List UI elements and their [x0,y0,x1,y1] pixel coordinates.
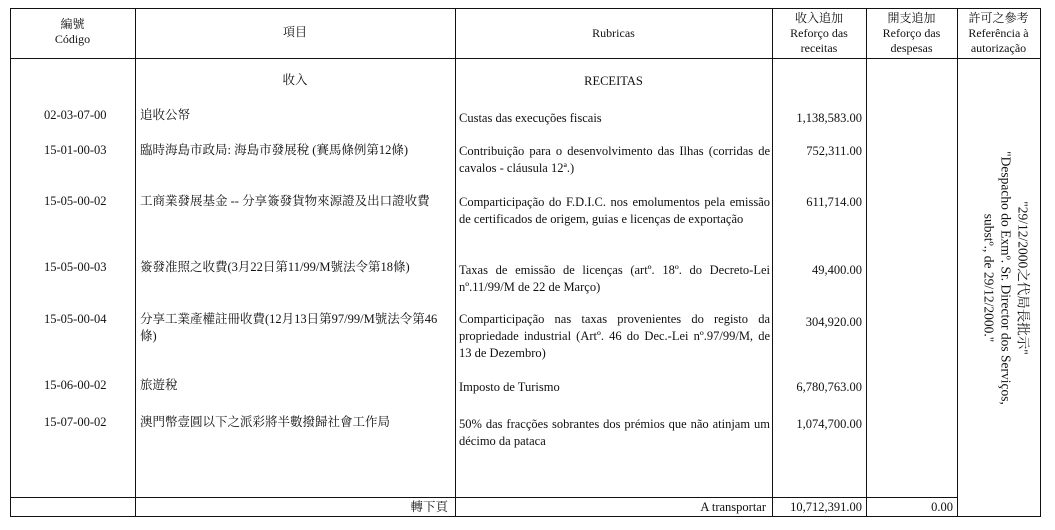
row-code: 15-06-00-02 [44,378,107,392]
authorization-line-2: "Despacho do Exmº. Sr. Director dos Serviços, [998,151,1014,405]
column-divider-4 [866,8,867,516]
row-item-zh: 旅遊稅 [140,378,178,392]
section-title-pt: RECEITAS [584,74,643,88]
row-rubric-pt: Comparticipação nas taxas provenientes do registo da propriedade industrial (Artº. 46 do Dec.-Lei nº.97/99/M, de 13 de Dezembro) [459,312,770,360]
row-amount: 1,074,700.00 [796,417,862,431]
header-code-pt: Código [54,32,91,46]
row-rubric-pt: 50% das fracções sobrantes dos prémios que não atinjam um décimo da pataca [459,417,770,448]
row-amount: 611,714.00 [806,195,862,209]
row-item-zh: 工商業發展基金 -- 分享簽發貨物來源證及出口證收費 [140,194,430,208]
row-rubric-pt: Comparticipação do F.D.I.C. nos emolumentos pela emissão de certificados de origem, guias e licenças de exportação [459,195,770,226]
header-receipts-pt1: Reforço das [790,26,848,40]
border-top [10,8,1041,9]
row-rubric-pt: Taxas de emissão de licenças (artº. 18º. do Decreto-Lei nº.11/99/M de 22 de Março) [459,263,770,294]
header-expenses-pt2: despesas [890,41,933,55]
row-amount: 304,920.00 [805,315,862,329]
row-rubric-pt: Custas das execuções fiscais [459,111,602,125]
authorization-line-3: substº., de 29/12/2000." [981,213,997,343]
row-code: 15-01-00-03 [44,143,107,157]
row-item-zh: 簽發准照之收費(3月22日第11/99/M號法令第18條) [140,260,410,274]
header-receipts-zh: 收入追加 [794,11,843,25]
row-rubric-pt: Contribuição para o desenvolvimento das Ilhas (corridas de cavalos - cláusula 12ª.) [459,144,770,175]
border-left [10,8,11,516]
authorization-line-1: "29/12/2000之代局長批示" [1015,201,1031,355]
row-code: 15-07-00-02 [44,415,107,429]
row-code: 15-05-00-02 [44,194,107,208]
header-item: 項目 [282,25,307,39]
row-amount: 6,780,763.00 [796,380,862,394]
row-item-zh: 追收公帑 [140,108,191,122]
header-code-zh: 編號 [60,17,85,31]
row-code: 15-05-00-03 [44,260,107,274]
row-amount: 752,311.00 [806,144,862,158]
row-code: 02-03-07-00 [44,108,107,122]
header-authorization-zh: 許可之參考 [968,11,1029,25]
section-title-zh: 收入 [282,73,308,87]
header-authorization-pt2: autorização [970,41,1027,55]
row-code: 15-05-00-04 [44,312,107,326]
header-rubric: Rubricas [592,26,635,40]
footer-receipts-total: 10,712,391.00 [790,500,862,514]
row-rubric-pt: Imposto de Turismo [459,380,560,394]
row-item-zh: 分享工業產權註冊收費(12月13日第97/99/M號法令第46條) [140,312,438,343]
header-divider [10,58,1041,59]
header-receipts-pt2: receitas [800,41,838,55]
header-authorization-pt1: Referência à [968,26,1029,40]
footer-carry-pt: A transportar [700,500,766,514]
footer-carry-zh: 轉下頁 [410,500,448,514]
row-item-zh: 澳門幣壹圓以下之派彩將半數撥歸社會工作局 [140,415,391,429]
border-bottom [10,516,1041,517]
row-item-zh: 臨時海島市政局: 海島市發展稅 (賽馬條例第12條) [140,143,409,157]
header-expenses-zh: 開支追加 [887,11,936,25]
header-expenses-pt1: Reforço das [882,26,941,40]
authorization-reference [958,60,1054,496]
row-amount: 49,400.00 [812,263,862,277]
row-amount: 1,138,583.00 [796,111,862,125]
footer-divider [10,497,957,498]
footer-expenses-total: 0.00 [931,500,953,514]
